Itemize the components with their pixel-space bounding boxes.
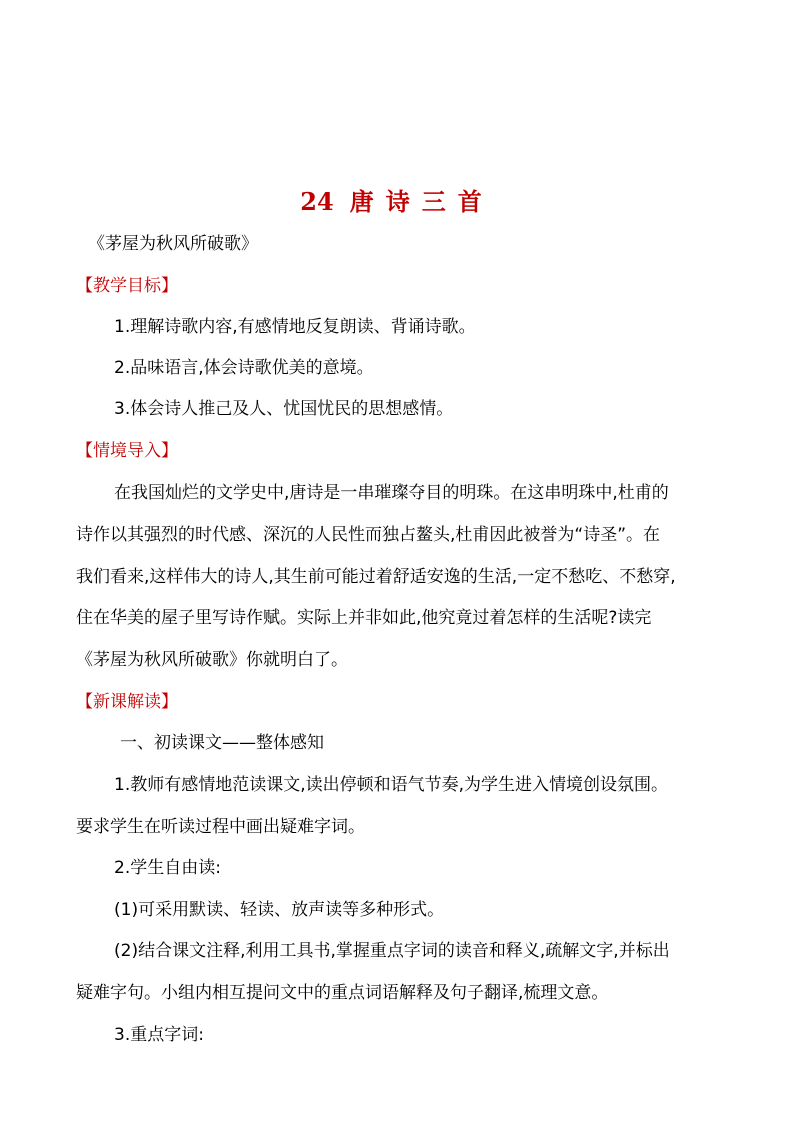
step2-item-b-line-1: (2)结合课文注释,利用工具书,掌握重点字词的读音和释义,疏解文字,并标出 [114,941,670,961]
step1-line-1: 1.教师有感情地范读课文,读出停顿和语气节奏,为学生进入情境创设氛围。 [114,775,669,795]
intro-line-5: 《茅屋为秋风所破歌》你就明白了。 [76,650,348,670]
step1-line-2: 要求学生在听读过程中画出疑难字词。 [76,817,365,837]
lesson-title: 唐诗三首 [349,187,494,216]
step2-heading: 2.学生自由读: [114,858,221,878]
objective-item-2: 2.品味语言,体会诗歌优美的意境。 [114,358,374,378]
lesson-heading: 【新课解读】 [76,692,178,712]
step3-heading: 3.重点字词: [114,1025,204,1045]
intro-heading: 【情境导入】 [76,441,178,461]
step2-item-a: (1)可采用默读、轻读、放声读等多种形式。 [114,900,445,920]
intro-line-2: 诗作以其强烈的时代感、深沉的人民性而独占鳌头,杜甫因此被誉为“诗圣”。在 [76,525,661,545]
intro-line-1: 在我国灿烂的文学史中,唐诗是一串璀璨夺目的明珠。在这串明珠中,杜甫的 [114,483,669,503]
objective-item-1: 1.理解诗歌内容,有感情地反复朗读、背诵诗歌。 [114,317,476,337]
intro-line-4: 住在华美的屋子里写诗作赋。实际上并非如此,他究竟过着怎样的生活呢?读完 [76,608,652,628]
objectives-heading: 【教学目标】 [76,276,178,296]
page-title [0,187,794,217]
poem-subtitle: 《茅屋为秋风所破歌》 [88,234,258,254]
step2-item-b-line-2: 疑难字句。小组内相互提问文中的重点词语解释及句子翻译,梳理文意。 [76,983,609,1003]
lesson-part-1: 一、初读课文——整体感知 [120,733,324,753]
objective-item-3: 3.体会诗人推己及人、忧国忧民的思想感情。 [114,399,454,419]
intro-line-3: 我们看来,这样伟大的诗人,其生前可能过着舒适安逸的生活,一定不愁吃、不愁穿, [76,567,676,587]
lesson-number: 24 [300,187,334,216]
